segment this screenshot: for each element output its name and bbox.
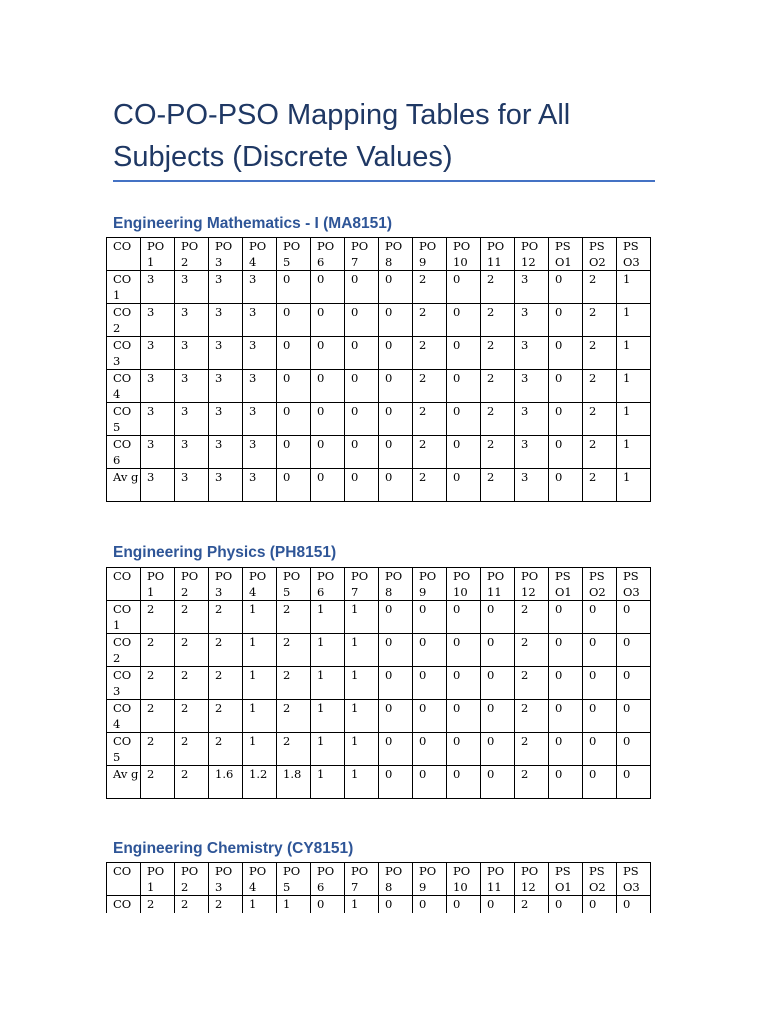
table-cell: 0 [617, 667, 651, 700]
column-header: PS O2 [583, 863, 617, 896]
section-heading-chemistry: Engineering Chemistry (CY8151) [113, 840, 354, 857]
table-cell: 1.6 [209, 766, 243, 799]
table-cell: 0 [277, 436, 311, 469]
column-header: PO 10 [447, 238, 481, 271]
table-cell: 3 [515, 304, 549, 337]
table-cell: 2 [277, 700, 311, 733]
table-cell: 0 [549, 766, 583, 799]
column-header: PO 8 [379, 238, 413, 271]
table-cell: 2 [515, 700, 549, 733]
table-cell: 0 [481, 896, 515, 929]
table-row [107, 403, 651, 436]
row-label: CO [107, 896, 141, 929]
table-cell: 2 [175, 601, 209, 634]
table-cell: 1 [243, 733, 277, 766]
table-row [107, 337, 651, 370]
table-cell: 3 [141, 304, 175, 337]
table-cell: 1 [617, 304, 651, 337]
table-cell: 1 [617, 337, 651, 370]
table-cell: 2 [413, 337, 447, 370]
table-cell: 0 [311, 337, 345, 370]
table-cell: 0 [447, 436, 481, 469]
table-cell: 1 [311, 601, 345, 634]
table-cell: 1 [243, 601, 277, 634]
table-cell: 1 [345, 601, 379, 634]
table-cell: 0 [379, 436, 413, 469]
column-header: PS O2 [583, 238, 617, 271]
table-cell: 2 [413, 403, 447, 436]
table-cell: 2 [481, 436, 515, 469]
table-cell: 0 [549, 667, 583, 700]
row-label: CO 1 [107, 271, 141, 304]
table-cell: 0 [447, 304, 481, 337]
table-cell: 1 [617, 469, 651, 502]
table-cell: 3 [141, 337, 175, 370]
table-cell: 0 [549, 733, 583, 766]
table-cell: 3 [141, 469, 175, 502]
table-cell: 0 [277, 304, 311, 337]
table-cell: 2 [583, 304, 617, 337]
column-header: PO 7 [345, 863, 379, 896]
table-row [107, 766, 651, 799]
row-label: CO 5 [107, 403, 141, 436]
table-cell: 2 [481, 337, 515, 370]
table-cell: 2 [175, 634, 209, 667]
column-header: PO 11 [481, 238, 515, 271]
column-header: PS O1 [549, 568, 583, 601]
column-header: PO 4 [243, 863, 277, 896]
table-header-row [107, 863, 651, 896]
table-cell: 0 [379, 337, 413, 370]
table-header-row [107, 238, 651, 271]
table-cell: 2 [413, 271, 447, 304]
row-label: CO 5 [107, 733, 141, 766]
table-row [107, 601, 651, 634]
table-cell: 1 [345, 896, 379, 929]
table-cell: 0 [345, 370, 379, 403]
table-cell: 3 [141, 370, 175, 403]
column-header: CO [107, 863, 141, 896]
table-cell: 2 [481, 403, 515, 436]
table-cell: 0 [379, 896, 413, 929]
table-cell: 2 [583, 469, 617, 502]
column-header: PO 11 [481, 568, 515, 601]
table-cell: 1 [243, 634, 277, 667]
table-header-row [107, 568, 651, 601]
table-cell: 0 [617, 766, 651, 799]
table-cell: 3 [515, 436, 549, 469]
column-header: PO 3 [209, 863, 243, 896]
column-header: PO 6 [311, 568, 345, 601]
section-heading-math: Engineering Mathematics - I (MA8151) [113, 215, 393, 232]
column-header: PO 4 [243, 238, 277, 271]
table-cell: 3 [515, 370, 549, 403]
table-cell: 0 [379, 634, 413, 667]
table-cell: 3 [141, 271, 175, 304]
table-cell: 3 [243, 304, 277, 337]
table-cell: 3 [209, 403, 243, 436]
table-cell: 2 [175, 896, 209, 929]
table-cell: 3 [209, 370, 243, 403]
table-cell: 3 [243, 271, 277, 304]
table-cell: 0 [583, 667, 617, 700]
table-cell: 0 [549, 601, 583, 634]
table-cell: 0 [345, 403, 379, 436]
table-cell: 1.2 [243, 766, 277, 799]
column-header: PS O3 [617, 568, 651, 601]
table-cell: 0 [481, 733, 515, 766]
table-cell: 2 [209, 634, 243, 667]
table-cell: 0 [447, 469, 481, 502]
column-header: PO 3 [209, 238, 243, 271]
table-cell: 0 [583, 766, 617, 799]
column-header: PO 8 [379, 568, 413, 601]
column-header: PO 10 [447, 568, 481, 601]
column-header: PO 9 [413, 238, 447, 271]
table-cell: 0 [583, 896, 617, 929]
table-cell: 2 [141, 601, 175, 634]
column-header: PO 1 [141, 863, 175, 896]
table-cell: 2 [175, 766, 209, 799]
table-cell: 0 [379, 271, 413, 304]
table-cell: 2 [515, 634, 549, 667]
table-cell: 0 [583, 700, 617, 733]
table-cell: 0 [447, 370, 481, 403]
table-row [107, 634, 651, 667]
column-header: PS O1 [549, 238, 583, 271]
table-cell: 0 [413, 896, 447, 929]
column-header: PO 2 [175, 568, 209, 601]
table-cell: 2 [209, 896, 243, 929]
table-cell: 3 [209, 469, 243, 502]
table-cell: 2 [413, 370, 447, 403]
column-header: PO 8 [379, 863, 413, 896]
column-header: PO 2 [175, 238, 209, 271]
table-cell: 0 [413, 733, 447, 766]
column-header: PS O2 [583, 568, 617, 601]
column-header: PO 9 [413, 568, 447, 601]
table-cell: 2 [141, 733, 175, 766]
table-cell: 2 [481, 370, 515, 403]
table-cell: 0 [311, 403, 345, 436]
table-cell: 0 [277, 370, 311, 403]
column-header: PO 6 [311, 238, 345, 271]
column-header: PS O3 [617, 238, 651, 271]
page-blank-area [0, 913, 768, 1024]
table-cell: 0 [617, 896, 651, 929]
table-cell: 2 [515, 667, 549, 700]
table-row [107, 436, 651, 469]
table-cell: 2 [277, 634, 311, 667]
table-row [107, 733, 651, 766]
column-header: PO 1 [141, 568, 175, 601]
table-cell: 2 [413, 304, 447, 337]
table-row [107, 469, 651, 502]
table-cell: 2 [277, 601, 311, 634]
table-cell: 0 [481, 700, 515, 733]
column-header: PO 11 [481, 863, 515, 896]
column-header: PO 1 [141, 238, 175, 271]
column-header: PO 12 [515, 568, 549, 601]
table-cell: 1.8 [277, 766, 311, 799]
table-cell: 0 [345, 469, 379, 502]
table-cell: 2 [141, 634, 175, 667]
table-cell: 0 [379, 667, 413, 700]
table-cell: 2 [515, 733, 549, 766]
table-cell: 0 [447, 403, 481, 436]
column-header: PS O1 [549, 863, 583, 896]
column-header: PO 12 [515, 863, 549, 896]
column-header: CO [107, 568, 141, 601]
table-cell: 2 [481, 304, 515, 337]
table-cell: 0 [277, 469, 311, 502]
row-label: CO 6 [107, 436, 141, 469]
row-label: CO 4 [107, 370, 141, 403]
row-label: CO 1 [107, 601, 141, 634]
table-cell: 0 [549, 370, 583, 403]
table-cell: 3 [209, 271, 243, 304]
table-row [107, 370, 651, 403]
table-row [107, 271, 651, 304]
table-cell: 0 [379, 469, 413, 502]
table-cell: 3 [175, 337, 209, 370]
table-cell: 3 [175, 403, 209, 436]
table-cell: 0 [617, 700, 651, 733]
table-cell: 0 [447, 766, 481, 799]
table-cell: 2 [515, 601, 549, 634]
row-label: CO 3 [107, 667, 141, 700]
table-cell: 0 [549, 337, 583, 370]
table-cell: 0 [583, 601, 617, 634]
column-header: PO 3 [209, 568, 243, 601]
table-cell: 2 [481, 271, 515, 304]
table-row [107, 304, 651, 337]
table-cell: 0 [413, 700, 447, 733]
table-cell: 0 [549, 436, 583, 469]
table-cell: 3 [515, 337, 549, 370]
table-cell: 0 [481, 667, 515, 700]
table-cell: 2 [209, 601, 243, 634]
table-cell: 2 [583, 436, 617, 469]
table-cell: 0 [277, 403, 311, 436]
table-cell: 0 [345, 436, 379, 469]
column-header: PO 2 [175, 863, 209, 896]
table-cell: 0 [379, 370, 413, 403]
table-cell: 0 [379, 304, 413, 337]
table-cell: 1 [311, 766, 345, 799]
table-cell: 3 [243, 436, 277, 469]
table-cell: 0 [447, 733, 481, 766]
table-cell: 1 [243, 896, 277, 929]
table-cell: 1 [311, 634, 345, 667]
table-cell: 3 [175, 304, 209, 337]
table-cell: 0 [311, 271, 345, 304]
table-cell: 0 [379, 700, 413, 733]
table-cell: 0 [549, 700, 583, 733]
row-label: CO 4 [107, 700, 141, 733]
table-cell: 0 [413, 634, 447, 667]
column-header: PO 7 [345, 568, 379, 601]
title-underline [113, 180, 655, 182]
table-cell: 2 [141, 667, 175, 700]
table-cell: 3 [243, 469, 277, 502]
table-cell: 3 [515, 469, 549, 502]
table-cell: 0 [311, 304, 345, 337]
table-cell: 1 [345, 700, 379, 733]
mapping-table-math [106, 237, 651, 502]
column-header: PO 4 [243, 568, 277, 601]
table-cell: 0 [345, 271, 379, 304]
table-cell: 1 [617, 370, 651, 403]
table-cell: 2 [583, 337, 617, 370]
table-cell: 3 [175, 469, 209, 502]
table-cell: 3 [515, 403, 549, 436]
row-label: CO 3 [107, 337, 141, 370]
table-cell: 0 [447, 700, 481, 733]
table-cell: 2 [141, 896, 175, 929]
table-cell: 0 [379, 601, 413, 634]
section-heading-physics: Engineering Physics (PH8151) [113, 544, 337, 561]
table-cell: 1 [345, 766, 379, 799]
table-cell: 0 [481, 601, 515, 634]
table-cell: 1 [617, 271, 651, 304]
table-cell: 2 [277, 667, 311, 700]
table-cell: 1 [345, 634, 379, 667]
column-header: PO 5 [277, 238, 311, 271]
table-cell: 1 [243, 700, 277, 733]
table-cell: 0 [447, 337, 481, 370]
table-cell: 0 [617, 634, 651, 667]
table-cell: 0 [413, 667, 447, 700]
table-cell: 1 [311, 667, 345, 700]
table-cell: 2 [209, 733, 243, 766]
table-cell: 0 [447, 601, 481, 634]
table-cell: 2 [175, 733, 209, 766]
table-cell: 0 [311, 469, 345, 502]
table-cell: 2 [175, 700, 209, 733]
table-cell: 2 [515, 766, 549, 799]
table-cell: 0 [481, 634, 515, 667]
column-header: PO 9 [413, 863, 447, 896]
table-cell: 3 [141, 403, 175, 436]
table-cell: 0 [447, 634, 481, 667]
table-cell: 0 [583, 634, 617, 667]
column-header: PO 12 [515, 238, 549, 271]
table-cell: 0 [617, 601, 651, 634]
table-cell: 0 [413, 601, 447, 634]
column-header: PO 5 [277, 568, 311, 601]
column-header: PO 6 [311, 863, 345, 896]
table-cell: 2 [175, 667, 209, 700]
table-cell: 1 [277, 896, 311, 929]
table-cell: 1 [311, 733, 345, 766]
row-label: CO 2 [107, 304, 141, 337]
table-cell: 0 [549, 896, 583, 929]
row-label: Av g [107, 469, 141, 502]
table-cell: 0 [549, 271, 583, 304]
table-cell: 3 [243, 370, 277, 403]
table-cell: 0 [549, 304, 583, 337]
column-header: PO 7 [345, 238, 379, 271]
table-cell: 0 [345, 304, 379, 337]
table-cell: 2 [209, 700, 243, 733]
table-cell: 2 [413, 436, 447, 469]
table-cell: 3 [515, 271, 549, 304]
table-cell: 3 [141, 436, 175, 469]
table-cell: 0 [311, 436, 345, 469]
row-label: Av g [107, 766, 141, 799]
column-header: PO 5 [277, 863, 311, 896]
table-cell: 0 [379, 766, 413, 799]
table-cell: 3 [209, 304, 243, 337]
table-cell: 3 [243, 403, 277, 436]
mapping-table-physics [106, 567, 651, 799]
table-cell: 1 [617, 436, 651, 469]
table-row [107, 700, 651, 733]
table-cell: 2 [515, 896, 549, 929]
table-cell: 0 [549, 469, 583, 502]
column-header: PS O3 [617, 863, 651, 896]
column-header: PO 10 [447, 863, 481, 896]
table-cell: 0 [379, 733, 413, 766]
table-cell: 0 [379, 403, 413, 436]
table-cell: 2 [141, 766, 175, 799]
table-cell: 2 [583, 271, 617, 304]
column-header: CO [107, 238, 141, 271]
table-cell: 0 [549, 403, 583, 436]
table-cell: 3 [243, 337, 277, 370]
table-cell: 2 [141, 700, 175, 733]
table-cell: 3 [209, 337, 243, 370]
table-cell: 2 [583, 403, 617, 436]
table-cell: 0 [447, 271, 481, 304]
table-cell: 0 [277, 271, 311, 304]
table-cell: 1 [617, 403, 651, 436]
table-cell: 0 [617, 733, 651, 766]
table-cell: 1 [311, 700, 345, 733]
table-cell: 0 [277, 337, 311, 370]
table-cell: 2 [413, 469, 447, 502]
table-cell: 1 [345, 733, 379, 766]
table-cell: 0 [447, 896, 481, 929]
table-cell: 0 [447, 667, 481, 700]
table-cell: 3 [175, 370, 209, 403]
table-cell: 0 [311, 896, 345, 929]
document-title: CO-PO-PSO Mapping Tables for All Subjects (Discrete Values) [113, 99, 571, 173]
table-cell: 0 [345, 337, 379, 370]
table-cell: 2 [583, 370, 617, 403]
table-cell: 0 [583, 733, 617, 766]
table-cell: 0 [311, 370, 345, 403]
table-cell: 1 [243, 667, 277, 700]
table-cell: 2 [481, 469, 515, 502]
table-cell: 0 [549, 634, 583, 667]
table-cell: 3 [209, 436, 243, 469]
row-label: CO 2 [107, 634, 141, 667]
table-cell: 2 [209, 667, 243, 700]
table-cell: 0 [481, 766, 515, 799]
table-row [107, 667, 651, 700]
table-cell: 1 [345, 667, 379, 700]
table-cell: 2 [277, 733, 311, 766]
table-cell: 0 [413, 766, 447, 799]
table-cell: 3 [175, 271, 209, 304]
table-cell: 3 [175, 436, 209, 469]
